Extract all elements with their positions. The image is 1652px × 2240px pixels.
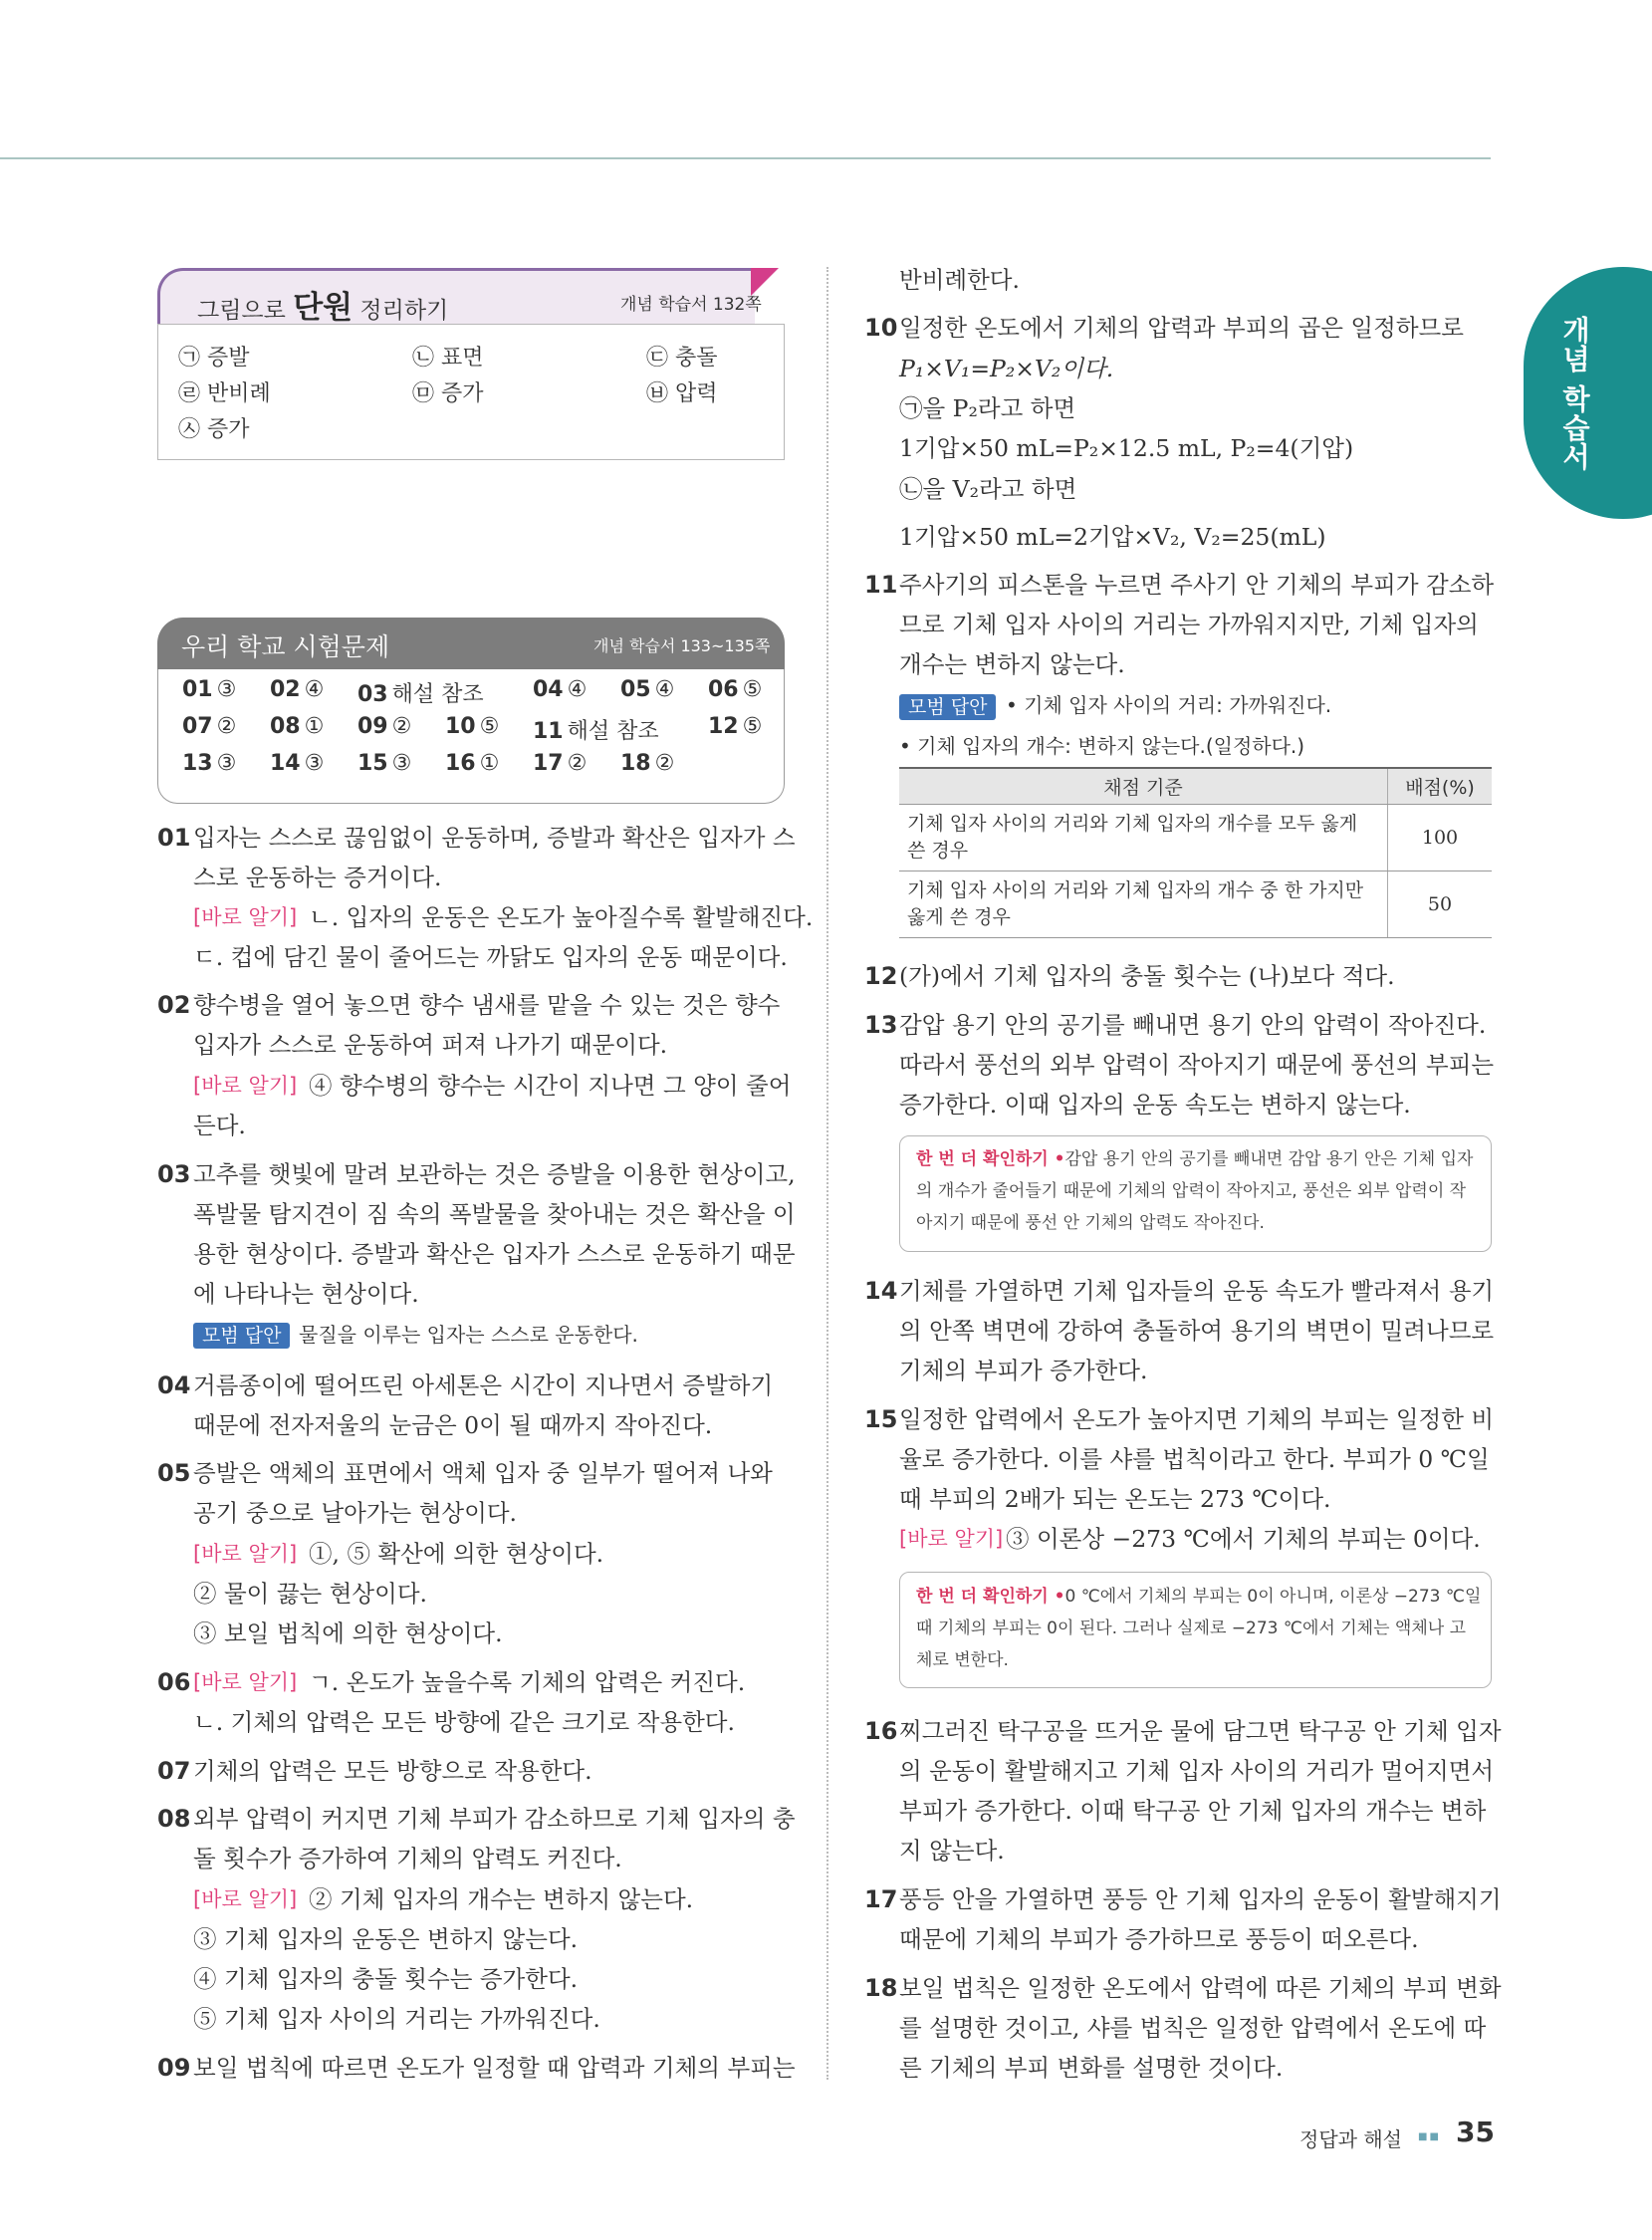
answer-cell: 15 ③ bbox=[357, 751, 412, 776]
summary-box bbox=[157, 324, 785, 460]
explanation-line: 고추를 햇빛에 말려 보관하는 것은 증발을 이용한 현상이고, bbox=[193, 1160, 796, 1188]
answer-cell: 02 ④ bbox=[270, 677, 325, 702]
explanation-line: 개수는 변하지 않는다. bbox=[899, 650, 1125, 678]
question-number: 13 bbox=[864, 1011, 898, 1039]
explanation-line: ㄴ. 기체의 압력은 모든 방향에 같은 크기로 작용한다. bbox=[193, 1708, 735, 1736]
summary-item: ㉡ 표면 bbox=[412, 346, 484, 371]
question-number: 01 bbox=[157, 824, 191, 852]
answer-cell: 16 ① bbox=[445, 751, 500, 776]
answer-cell: 03 해설 참조 bbox=[357, 682, 484, 707]
correction-label: [바로 알기] bbox=[899, 1527, 1004, 1551]
explanation-line: 른 기체의 부피 변화를 설명한 것이다. bbox=[899, 2054, 1284, 2082]
explanation-line: 때문에 전자저울의 눈금은 0이 될 때까지 작아진다. bbox=[193, 1411, 713, 1439]
grading-criterion: 기체 입자 사이의 거리와 기체 입자의 개수 중 한 가지만 옳게 쓴 경우 bbox=[899, 871, 1388, 938]
explanation-line: 증가한다. 이때 입자의 운동 속도는 변하지 않는다. bbox=[899, 1091, 1411, 1119]
answer-cell: 07 ② bbox=[182, 714, 237, 739]
explanation-line: ㄷ. 컵에 담긴 물이 줄어드는 까닭도 입자의 운동 때문이다. bbox=[193, 943, 788, 971]
explanation-line: 돌 횟수가 증가하여 기체의 압력도 커진다. bbox=[193, 1845, 622, 1872]
explanation-line: 보일 법칙은 일정한 온도에서 압력에 따른 기체의 부피 변화 bbox=[899, 1974, 1502, 2002]
explanation-line: 지 않는다. bbox=[899, 1837, 1005, 1865]
grading-score: 50 bbox=[1388, 871, 1493, 938]
summary-item: ㉣ 반비례 bbox=[178, 381, 271, 406]
explanation-line: ② 물이 끓는 현상이다. bbox=[193, 1580, 427, 1608]
question-number: 05 bbox=[157, 1459, 191, 1487]
header-rule bbox=[0, 157, 1491, 159]
table-row bbox=[899, 871, 1492, 938]
grading-criterion: 기체 입자 사이의 거리와 기체 입자의 개수를 모두 옳게 쓴 경우 bbox=[899, 805, 1388, 871]
explanation-line: 향수병을 열어 놓으면 향수 냄새를 맡을 수 있는 것은 향수 bbox=[193, 991, 781, 1019]
model-answer-text: 물질을 이루는 입자는 스스로 운동한다. bbox=[299, 1323, 638, 1347]
explanation-line: 입자는 스스로 끊임없이 운동하며, 증발과 확산은 입자가 스 bbox=[193, 824, 796, 852]
explanation-line: ④ 기체 입자의 충돌 횟수는 증가한다. bbox=[193, 1965, 579, 1993]
explanation-line: ③ 보일 법칙에 의한 현상이다. bbox=[193, 1619, 503, 1647]
correction-label: [바로 알기] bbox=[193, 1542, 298, 1566]
explanation-line: 기체의 부피가 증가한다. bbox=[899, 1357, 1148, 1384]
summary-title: 그림으로 단원 정리하기 bbox=[197, 290, 449, 326]
explanation-line: 의 운동이 활발해지고 기체 입자 사이의 거리가 멀어지면서 bbox=[899, 1757, 1495, 1785]
answers-title: 우리 학교 시험문제 bbox=[181, 632, 390, 661]
summary-item: ㉦ 증가 bbox=[178, 417, 250, 442]
question-number: 11 bbox=[864, 571, 898, 599]
answer-cell: 06 ⑤ bbox=[708, 677, 763, 702]
explanation-line: ② 기체 입자의 개수는 변하지 않는다. bbox=[309, 1885, 694, 1913]
answer-cell: 12 ⑤ bbox=[708, 714, 763, 739]
answer-cell: 14 ③ bbox=[270, 751, 325, 776]
answer-cell: 17 ② bbox=[533, 751, 588, 776]
explanation-line: ④ 향수병의 향수는 시간이 지나면 그 양이 줄어 bbox=[309, 1072, 792, 1100]
check-again-line: 때 기체의 부피는 0이 된다. 그러나 실제로 −273 ℃에서 기체는 액체나 고 bbox=[916, 1618, 1466, 1638]
grading-table bbox=[899, 767, 1492, 938]
explanation-line: 거름종이에 떨어뜨린 아세톤은 시간이 지나면서 증발하기 bbox=[193, 1371, 774, 1399]
explanation-line: 반비례한다. bbox=[899, 266, 1020, 294]
question-number: 07 bbox=[157, 1757, 191, 1785]
explanation-line: ③ 기체 입자의 운동은 변하지 않는다. bbox=[193, 1925, 579, 1953]
answers-ref: 개념 학습서 133~135쪽 bbox=[593, 636, 771, 655]
summary-item: ㉥ 압력 bbox=[646, 381, 718, 406]
answer-cell: 09 ② bbox=[357, 714, 412, 739]
answer-cell: 01 ③ bbox=[182, 677, 237, 702]
question-number: 17 bbox=[864, 1885, 898, 1913]
model-answer-badge: 모범 답안 bbox=[899, 694, 996, 720]
explanation-line: 일정한 온도에서 기체의 압력과 부피의 곱은 일정하므로 bbox=[899, 314, 1464, 342]
explanation-line: ㉠을 P₂라고 하면 bbox=[899, 394, 1076, 422]
grading-score: 100 bbox=[1388, 805, 1493, 871]
question-number: 06 bbox=[157, 1668, 191, 1696]
summary-header bbox=[157, 268, 775, 324]
answer-cell: 13 ③ bbox=[182, 751, 237, 776]
explanation-line: 기체의 압력은 모든 방향으로 작용한다. bbox=[193, 1757, 592, 1785]
side-tab-label: 개념 학습서 bbox=[1558, 315, 1591, 471]
explanation-line: 찌그러진 탁구공을 뜨거운 물에 담그면 탁구공 안 기체 입자 bbox=[899, 1717, 1502, 1745]
question-number: 03 bbox=[157, 1160, 191, 1188]
grading-header: 배점(%) bbox=[1388, 768, 1493, 805]
answer-cell: 08 ① bbox=[270, 714, 325, 739]
explanation-line: ㄴ. 입자의 운동은 온도가 높아질수록 활발해진다. bbox=[309, 903, 814, 931]
question-number: 14 bbox=[864, 1277, 898, 1305]
explanation-line: 공기 중으로 날아가는 현상이다. bbox=[193, 1499, 517, 1527]
answer-cell: 11 해설 참조 bbox=[533, 719, 659, 744]
correction-label: [바로 알기] bbox=[193, 1074, 298, 1098]
correction-label: [바로 알기] bbox=[193, 905, 298, 929]
question-number: 10 bbox=[864, 314, 898, 342]
explanation-line: 를 설명한 것이고, 샤를 법칙은 일정한 압력에서 온도에 따 bbox=[899, 2014, 1487, 2042]
model-answer-badge: 모범 답안 bbox=[193, 1323, 290, 1349]
explanation-line: 부피가 증가한다. 이때 탁구공 안 기체 입자의 개수는 변하 bbox=[899, 1797, 1487, 1825]
column-divider bbox=[826, 267, 828, 2080]
explanation-line: 따라서 풍선의 외부 압력이 작아지기 때문에 풍선의 부피는 bbox=[899, 1051, 1495, 1079]
explanation-line: 므로 기체 입자 사이의 거리는 가까워지지만, 기체 입자의 bbox=[899, 611, 1479, 638]
model-answer-text: • 기체 입자의 개수: 변하지 않는다.(일정하다.) bbox=[899, 734, 1305, 758]
explanation-line: 든다. bbox=[193, 1112, 246, 1139]
question-number: 08 bbox=[157, 1805, 191, 1833]
equation-line: 1기압×50 mL=P₂×12.5 mL, P₂=4(기압) bbox=[899, 434, 1354, 462]
table-row bbox=[899, 805, 1492, 871]
explanation-line: 보일 법칙에 따르면 온도가 일정할 때 압력과 기체의 부피는 bbox=[193, 2054, 796, 2082]
correction-label: [바로 알기] bbox=[193, 1887, 298, 1911]
answers-box bbox=[157, 669, 785, 804]
question-number: 02 bbox=[157, 991, 191, 1019]
explanation-line: 기체를 가열하면 기체 입자들의 운동 속도가 빨라져서 용기 bbox=[899, 1277, 1495, 1305]
explanation-line: 폭발물 탐지견이 짐 속의 폭발물을 찾아내는 것은 확산을 이 bbox=[193, 1200, 796, 1228]
question-number: 12 bbox=[864, 962, 898, 990]
explanation-line: 때문에 기체의 부피가 증가하므로 풍등이 떠오른다. bbox=[899, 1925, 1419, 1953]
explanation-line: 때 부피의 2배가 되는 온도는 273 ℃이다. bbox=[899, 1485, 1331, 1513]
question-number: 04 bbox=[157, 1371, 191, 1399]
question-number: 15 bbox=[864, 1405, 898, 1433]
explanation-line: 풍등 안을 가열하면 풍등 안 기체 입자의 운동이 활발해지기 bbox=[899, 1885, 1502, 1913]
answer-cell: 05 ④ bbox=[620, 677, 675, 702]
explanation-line: 주사기의 피스톤을 누르면 주사기 안 기체의 부피가 감소하 bbox=[899, 571, 1495, 599]
answer-cell: 18 ② bbox=[620, 751, 675, 776]
explanation-line: 증발은 액체의 표면에서 액체 입자 중 일부가 떨어져 나와 bbox=[193, 1459, 773, 1487]
answers-header bbox=[157, 618, 785, 669]
check-again-line: 체로 변한다. bbox=[916, 1650, 1009, 1670]
explanation-line: 의 안쪽 벽면에 강하여 충돌하여 용기의 벽면이 밀려나므로 bbox=[899, 1317, 1495, 1345]
explanation-line: ㄱ. 온도가 높을수록 기체의 압력은 커진다. bbox=[309, 1668, 746, 1696]
grading-header: 채점 기준 bbox=[899, 768, 1388, 805]
question-number: 16 bbox=[864, 1717, 898, 1745]
summary-item: ㉢ 충돌 bbox=[646, 346, 718, 371]
check-again-line: 아지기 때문에 풍선 안 기체의 압력도 작아진다. bbox=[916, 1213, 1265, 1233]
summary-item: ㉠ 증발 bbox=[178, 346, 250, 371]
explanation-line: ㉡을 V₂라고 하면 bbox=[899, 475, 1077, 503]
explanation-line: (가)에서 기체 입자의 충돌 횟수는 (나)보다 적다. bbox=[899, 962, 1395, 990]
answer-cell: 10 ⑤ bbox=[445, 714, 500, 739]
question-number: 18 bbox=[864, 1974, 898, 2002]
equation-line: P₁×V₁=P₂×V₂이다. bbox=[899, 355, 1114, 382]
check-again-line: 한 번 더 확인하기 •0 ℃에서 기체의 부피는 0이 아니며, 이론상 −273 ℃일 bbox=[916, 1587, 1482, 1607]
explanation-line: ①, ⑤ 확산에 의한 현상이다. bbox=[309, 1540, 604, 1568]
footer-squares-icon: ■■ bbox=[1418, 2131, 1441, 2142]
explanation-line: 외부 압력이 커지면 기체 부피가 감소하므로 기체 입자의 충 bbox=[193, 1805, 796, 1833]
page-number: 35 bbox=[1456, 2116, 1495, 2148]
summary-item: ㉤ 증가 bbox=[412, 381, 484, 406]
check-again-line: 한 번 더 확인하기 •감압 용기 안의 공기를 빼내면 감압 용기 안은 기체 입자 bbox=[916, 1149, 1474, 1169]
explanation-line: 스로 운동하는 증거이다. bbox=[193, 864, 442, 891]
model-answer-text: • 기체 입자 사이의 거리: 가까워진다. bbox=[1006, 693, 1332, 717]
explanation-line: 율로 증가한다. 이를 샤를 법칙이라고 한다. 부피가 0 ℃일 bbox=[899, 1445, 1490, 1473]
explanation-line: ⑤ 기체 입자 사이의 거리는 가까워진다. bbox=[193, 2005, 600, 2033]
explanation-line: 감압 용기 안의 공기를 빼내면 용기 안의 압력이 작아진다. bbox=[899, 1011, 1487, 1039]
explanation-line: ③ 이론상 −273 ℃에서 기체의 부피는 0이다. bbox=[1006, 1525, 1481, 1553]
check-again-line: 의 개수가 줄어들기 때문에 기체의 압력이 작아지고, 풍선은 외부 압력이 작 bbox=[916, 1181, 1467, 1201]
footer-label: 정답과 해설 bbox=[1299, 2127, 1402, 2151]
explanation-line: 입자가 스스로 운동하여 퍼져 나가기 때문이다. bbox=[193, 1031, 668, 1059]
summary-ref: 개념 학습서 132쪽 bbox=[620, 295, 762, 315]
question-number: 09 bbox=[157, 2054, 191, 2082]
answer-cell: 04 ④ bbox=[533, 677, 588, 702]
explanation-line: 용한 현상이다. 증발과 확산은 입자가 스스로 운동하기 때문 bbox=[193, 1240, 796, 1268]
explanation-line: 일정한 압력에서 온도가 높아지면 기체의 부피는 일정한 비 bbox=[899, 1405, 1495, 1433]
equation-line: 1기압×50 mL=2기압×V₂, V₂=25(mL) bbox=[899, 523, 1326, 551]
explanation-line: 에 나타나는 현상이다. bbox=[193, 1280, 419, 1308]
correction-label: [바로 알기] bbox=[193, 1670, 298, 1694]
